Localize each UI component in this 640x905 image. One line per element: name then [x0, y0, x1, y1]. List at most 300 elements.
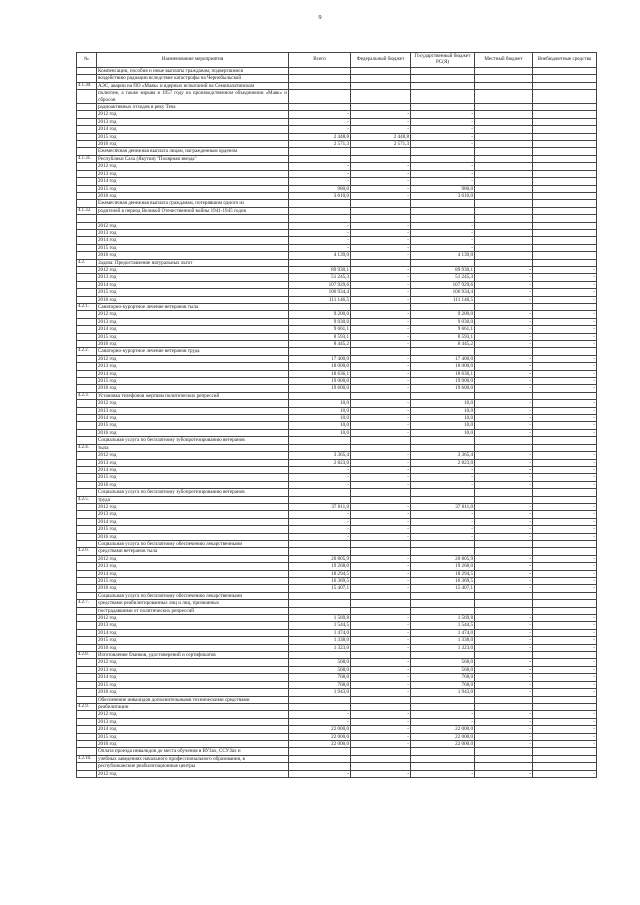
cell-total: 2 823,0: [289, 459, 351, 466]
cell-local: [475, 68, 533, 75]
cell-local: [475, 703, 533, 710]
cell-local: [475, 155, 533, 162]
cell-num: 4.1.30.: [77, 82, 97, 89]
cell-name: 2016 год: [97, 740, 289, 747]
cell-state: 768,0: [411, 674, 475, 681]
cell-name: 2013 год: [97, 229, 289, 236]
cell-num: 4.1.32.: [77, 207, 97, 214]
cell-total: 22 000,0: [289, 733, 351, 740]
table-row: [77, 503, 597, 510]
cell-name: 2014 год: [97, 281, 289, 288]
cell-total: 1 474,0: [289, 629, 351, 636]
cell-local: [475, 252, 533, 259]
cell-name: 2014 год: [97, 570, 289, 577]
cell-federal: -: [351, 711, 411, 718]
cell-num: [77, 378, 97, 385]
cell-total: 17 400,0: [289, 355, 351, 362]
table-row: [77, 755, 597, 762]
table-row: [77, 104, 597, 111]
cell-extra: [533, 259, 597, 266]
cell-total: -: [289, 474, 351, 481]
cell-extra: [533, 303, 597, 310]
cell-name: Санаторно-курортное лечение ветеранов труда: [97, 348, 289, 355]
cell-total: 22 000,0: [289, 726, 351, 733]
cell-extra: -: [533, 666, 597, 673]
table-row: [77, 422, 597, 429]
cell-local: -: [475, 466, 533, 473]
cell-name: полигоне, а также взрыва в 1957 году на производственном объединении «Маяк» и сбросов: [98, 90, 287, 103]
cell-num: [77, 696, 97, 703]
cell-federal: -: [351, 689, 411, 696]
cell-extra: [533, 748, 597, 755]
table-row: [77, 170, 597, 177]
cell-num: [77, 526, 97, 533]
table-row: [77, 607, 597, 614]
table-row: [77, 163, 597, 170]
cell-total: [289, 540, 351, 547]
cell-total: [289, 75, 351, 82]
cell-name: 2015 год: [97, 185, 289, 192]
cell-num: [77, 748, 97, 755]
table-row: [77, 363, 597, 370]
cell-name: 2016 год: [97, 585, 289, 592]
cell-total: 19 600,0: [289, 385, 351, 392]
cell-name: 2012 год: [97, 503, 289, 510]
cell-local: -: [475, 289, 533, 296]
cell-local: [475, 215, 533, 222]
cell-extra: -: [533, 718, 597, 725]
cell-extra: -: [533, 407, 597, 414]
cell-num: [77, 481, 97, 488]
cell-name: 2016 год: [97, 385, 289, 392]
header-num: №: [77, 53, 97, 68]
table-row: [77, 281, 597, 288]
cell-state: -: [411, 126, 475, 133]
cell-total: 1 544,5: [289, 622, 351, 629]
cell-local: [475, 600, 533, 607]
cell-state: [411, 703, 475, 710]
cell-num: [77, 237, 97, 244]
cell-extra: [533, 207, 597, 214]
cell-num: [77, 244, 97, 251]
cell-total: [289, 200, 351, 207]
cell-state: [411, 200, 475, 207]
table-row: [77, 274, 597, 281]
cell-extra: -: [533, 296, 597, 303]
cell-extra: [533, 437, 597, 444]
cell-local: [475, 75, 533, 82]
cell-num: [77, 533, 97, 540]
cell-state: [411, 496, 475, 503]
cell-federal: -: [351, 341, 411, 348]
cell-total: 10,0: [289, 429, 351, 436]
cell-local: [475, 755, 533, 762]
cell-state: [411, 437, 475, 444]
cell-name: 2012 год: [97, 659, 289, 666]
cell-name: труда: [97, 496, 289, 503]
cell-name: Республики Саха (Якутия) "Полярная звезда": [97, 155, 289, 162]
cell-num: [77, 407, 97, 414]
cell-num: [77, 318, 97, 325]
cell-extra: -: [533, 400, 597, 407]
cell-name: 2012 год: [97, 400, 289, 407]
table-row: [77, 637, 597, 644]
cell-federal: [351, 215, 411, 222]
cell-num: [77, 681, 97, 688]
cell-num: [77, 585, 97, 592]
table-row: [77, 237, 597, 244]
cell-name: 2014 год: [97, 237, 289, 244]
cell-total: 20 805,9: [289, 555, 351, 562]
cell-local: -: [475, 407, 533, 414]
cell-name: реабилитации: [97, 703, 289, 710]
cell-total: 10,0: [289, 400, 351, 407]
cell-num: 4.2.9.: [77, 703, 97, 710]
cell-extra: -: [533, 341, 597, 348]
cell-federal: [351, 200, 411, 207]
cell-name: 2013 год: [97, 563, 289, 570]
cell-state: 1 544,5: [411, 622, 475, 629]
cell-num: [77, 104, 97, 111]
cell-num: [77, 229, 97, 236]
cell-total: 10,0: [289, 407, 351, 414]
cell-total: [289, 348, 351, 355]
cell-extra: [533, 163, 597, 170]
cell-name: Задача: Предоставление натуральных льгот: [97, 259, 289, 266]
cell-extra: -: [533, 681, 597, 688]
cell-local: -: [475, 266, 533, 273]
cell-total: [289, 548, 351, 555]
cell-local: [475, 111, 533, 118]
table-row: [77, 533, 597, 540]
cell-num: [77, 333, 97, 340]
cell-num: [77, 252, 97, 259]
cell-total: [289, 600, 351, 607]
cell-num: [77, 118, 97, 125]
cell-extra: -: [533, 266, 597, 273]
cell-state: [411, 444, 475, 451]
cell-name: родителей в период Великой Отечественной войны 1941-1945 годов: [97, 207, 289, 214]
cell-name: 2015 год: [97, 637, 289, 644]
cell-name: 2013 год: [97, 363, 289, 370]
table-row: [77, 222, 597, 229]
table-row: [77, 481, 597, 488]
cell-federal: -: [351, 659, 411, 666]
cell-name: 2012 год: [97, 111, 289, 118]
table-row: [77, 526, 597, 533]
cell-state: 22 000,0: [411, 740, 475, 747]
cell-extra: -: [533, 274, 597, 281]
table-row: [77, 674, 597, 681]
cell-federal: -: [351, 681, 411, 688]
cell-total: 106 934,4: [289, 289, 351, 296]
cell-extra: -: [533, 570, 597, 577]
cell-total: -: [289, 126, 351, 133]
cell-name: 2016 год: [97, 689, 289, 696]
cell-state: [411, 148, 475, 155]
cell-num: [77, 459, 97, 466]
cell-local: [475, 244, 533, 251]
cell-federal: [351, 755, 411, 762]
cell-local: -: [475, 659, 533, 666]
cell-name: 2012 год: [97, 163, 289, 170]
cell-federal: -: [351, 481, 411, 488]
cell-num: [77, 629, 97, 636]
cell-local: -: [475, 355, 533, 362]
cell-name: 2015 год: [97, 333, 289, 340]
cell-state: 107 929,6: [411, 281, 475, 288]
cell-num: [77, 170, 97, 177]
cell-state: 18 294,5: [411, 570, 475, 577]
cell-state: -: [411, 229, 475, 236]
cell-extra: [533, 540, 597, 547]
cell-local: [475, 104, 533, 111]
cell-extra: -: [533, 770, 597, 777]
cell-federal: -: [351, 163, 411, 170]
cell-name: 2012 год: [97, 615, 289, 622]
table-row: [77, 511, 597, 518]
cell-num: [77, 289, 97, 296]
cell-name: Установка телефонов жертвам политических репрессий: [97, 392, 289, 399]
cell-local: -: [475, 578, 533, 585]
cell-total: -: [289, 511, 351, 518]
cell-total: [289, 592, 351, 599]
cell-state: 568,0: [411, 666, 475, 673]
cell-state: 9 200,0: [411, 311, 475, 318]
cell-state: -: [411, 481, 475, 488]
cell-federal: 2 448,8: [351, 133, 411, 140]
cell-federal: [351, 548, 411, 555]
cell-num: [77, 592, 97, 599]
cell-state: -: [411, 526, 475, 533]
cell-local: [475, 748, 533, 755]
cell-local: -: [475, 429, 533, 436]
cell-num: 4.2.10.: [77, 755, 97, 762]
cell-local: -: [475, 615, 533, 622]
cell-extra: -: [533, 363, 597, 370]
cell-local: [475, 207, 533, 214]
cell-num: [77, 615, 97, 622]
cell-extra: -: [533, 415, 597, 422]
cell-extra: -: [533, 503, 597, 510]
cell-total: [289, 215, 351, 222]
cell-extra: -: [533, 644, 597, 651]
cell-state: [411, 259, 475, 266]
cell-name: 2015 год: [97, 133, 289, 140]
table-row: [77, 726, 597, 733]
cell-num: [77, 415, 97, 422]
cell-state: 22 000,0: [411, 733, 475, 740]
table-row: [77, 333, 597, 340]
cell-local: [475, 237, 533, 244]
cell-num: [77, 400, 97, 407]
cell-num: [77, 503, 97, 510]
cell-federal: [351, 696, 411, 703]
table-row: [77, 341, 597, 348]
cell-federal: 2 571,3: [351, 141, 411, 148]
cell-total: [289, 496, 351, 503]
cell-state: [411, 215, 475, 222]
cell-federal: -: [351, 578, 411, 585]
cell-num: [77, 666, 97, 673]
cell-extra: -: [533, 511, 597, 518]
cell-num: 4.2.8.: [77, 652, 97, 659]
cell-local: -: [475, 666, 533, 673]
cell-name: АЭС, аварии на ПО «Маяк» и ядерных испытаний на Семипалатинском: [97, 82, 289, 89]
cell-local: -: [475, 459, 533, 466]
cell-state: -: [411, 474, 475, 481]
cell-num: [77, 163, 97, 170]
cell-state: 37 011,0: [411, 503, 475, 510]
table-row: [77, 200, 597, 207]
table-row: [77, 178, 597, 185]
cell-local: [475, 652, 533, 659]
cell-federal: -: [351, 237, 411, 244]
cell-num: [77, 141, 97, 148]
cell-federal: -: [351, 333, 411, 340]
cell-local: [475, 163, 533, 170]
cell-state: -: [411, 178, 475, 185]
cell-extra: [533, 75, 597, 82]
cell-local: -: [475, 726, 533, 733]
cell-extra: [533, 133, 597, 140]
cell-total: 768,0: [289, 681, 351, 688]
cell-extra: [533, 155, 597, 162]
cell-num: [77, 281, 97, 288]
cell-name: Социальная услуга по бесплатному обеспечению лекарственными: [97, 540, 289, 547]
cell-extra: [533, 244, 597, 251]
cell-local: -: [475, 533, 533, 540]
cell-name: 2013 год: [97, 718, 289, 725]
cell-state: -: [411, 237, 475, 244]
cell-state: [411, 104, 475, 111]
cell-num: [77, 466, 97, 473]
cell-total: -: [289, 526, 351, 533]
cell-federal: -: [351, 378, 411, 385]
cell-state: [411, 155, 475, 162]
cell-federal: -: [351, 326, 411, 333]
cell-name: Обеспечение инвалидов дополнительными техническими средствами: [97, 696, 289, 703]
cell-total: [289, 696, 351, 703]
cell-num: 4.2.4.: [77, 444, 97, 451]
cell-extra: [533, 215, 597, 222]
cell-local: -: [475, 622, 533, 629]
cell-name: 2015 год: [97, 474, 289, 481]
cell-federal: -: [351, 274, 411, 281]
cell-state: [411, 548, 475, 555]
cell-total: 89 930,1: [289, 266, 351, 273]
table-row: [77, 570, 597, 577]
cell-federal: -: [351, 459, 411, 466]
cell-num: 4.2.7.: [77, 600, 97, 607]
cell-total: 1 569,8: [289, 615, 351, 622]
cell-federal: -: [351, 452, 411, 459]
cell-local: -: [475, 363, 533, 370]
cell-extra: -: [533, 378, 597, 385]
cell-name: 2016 год: [97, 481, 289, 488]
cell-name: 2016 год: [97, 252, 289, 259]
table-row: [77, 111, 597, 118]
cell-state: 111 146,5: [411, 296, 475, 303]
cell-extra: [533, 170, 597, 177]
cell-local: [475, 444, 533, 451]
table-row: [77, 126, 597, 133]
cell-federal: [351, 763, 411, 770]
cell-num: [77, 733, 97, 740]
cell-extra: [533, 237, 597, 244]
table-row: [77, 392, 597, 399]
cell-local: -: [475, 341, 533, 348]
cell-total: 568,0: [289, 659, 351, 666]
cell-local: [475, 200, 533, 207]
cell-name: 2016 год: [97, 341, 289, 348]
cell-local: -: [475, 326, 533, 333]
cell-local: [475, 133, 533, 140]
cell-total: 1 338,0: [289, 637, 351, 644]
cell-total: 15 407,1: [289, 585, 351, 592]
cell-num: [77, 274, 97, 281]
cell-local: -: [475, 400, 533, 407]
cell-num: [77, 178, 97, 185]
table-row: [77, 437, 597, 444]
table-row: [77, 82, 597, 89]
cell-local: -: [475, 681, 533, 688]
cell-local: [475, 185, 533, 192]
cell-federal: [351, 652, 411, 659]
cell-local: -: [475, 570, 533, 577]
cell-local: [475, 118, 533, 125]
cell-state: [411, 303, 475, 310]
cell-local: [475, 696, 533, 703]
cell-name: 2016 год: [97, 644, 289, 651]
cell-extra: [533, 755, 597, 762]
cell-num: [77, 68, 97, 75]
table-row: [77, 75, 597, 82]
cell-federal: [351, 607, 411, 614]
cell-total: [289, 444, 351, 451]
cell-num: [77, 563, 97, 570]
cell-extra: [533, 118, 597, 125]
cell-num: [77, 637, 97, 644]
cell-name: 2016 год: [97, 296, 289, 303]
cell-state: 106 934,4: [411, 289, 475, 296]
cell-num: [77, 133, 97, 140]
cell-state: 4 139,0: [411, 252, 475, 259]
cell-local: -: [475, 585, 533, 592]
cell-extra: -: [533, 385, 597, 392]
cell-total: 3 365,4: [289, 452, 351, 459]
cell-state: [411, 755, 475, 762]
cell-total: 16 369,5: [289, 578, 351, 585]
cell-extra: -: [533, 674, 597, 681]
cell-federal: -: [351, 740, 411, 747]
cell-extra: -: [533, 578, 597, 585]
cell-federal: [351, 437, 411, 444]
table-row: [77, 711, 597, 718]
table-row: [77, 378, 597, 385]
cell-total: -: [289, 466, 351, 473]
cell-federal: -: [351, 266, 411, 273]
cell-name: 2014 год: [97, 629, 289, 636]
table-row: [77, 407, 597, 414]
table-body: [77, 68, 597, 778]
header-local: Местный бюджет: [475, 53, 533, 68]
cell-local: -: [475, 318, 533, 325]
cell-state: 9 661,1: [411, 326, 475, 333]
cell-federal: -: [351, 422, 411, 429]
cell-num: [77, 266, 97, 273]
cell-name: 2014 год: [97, 726, 289, 733]
